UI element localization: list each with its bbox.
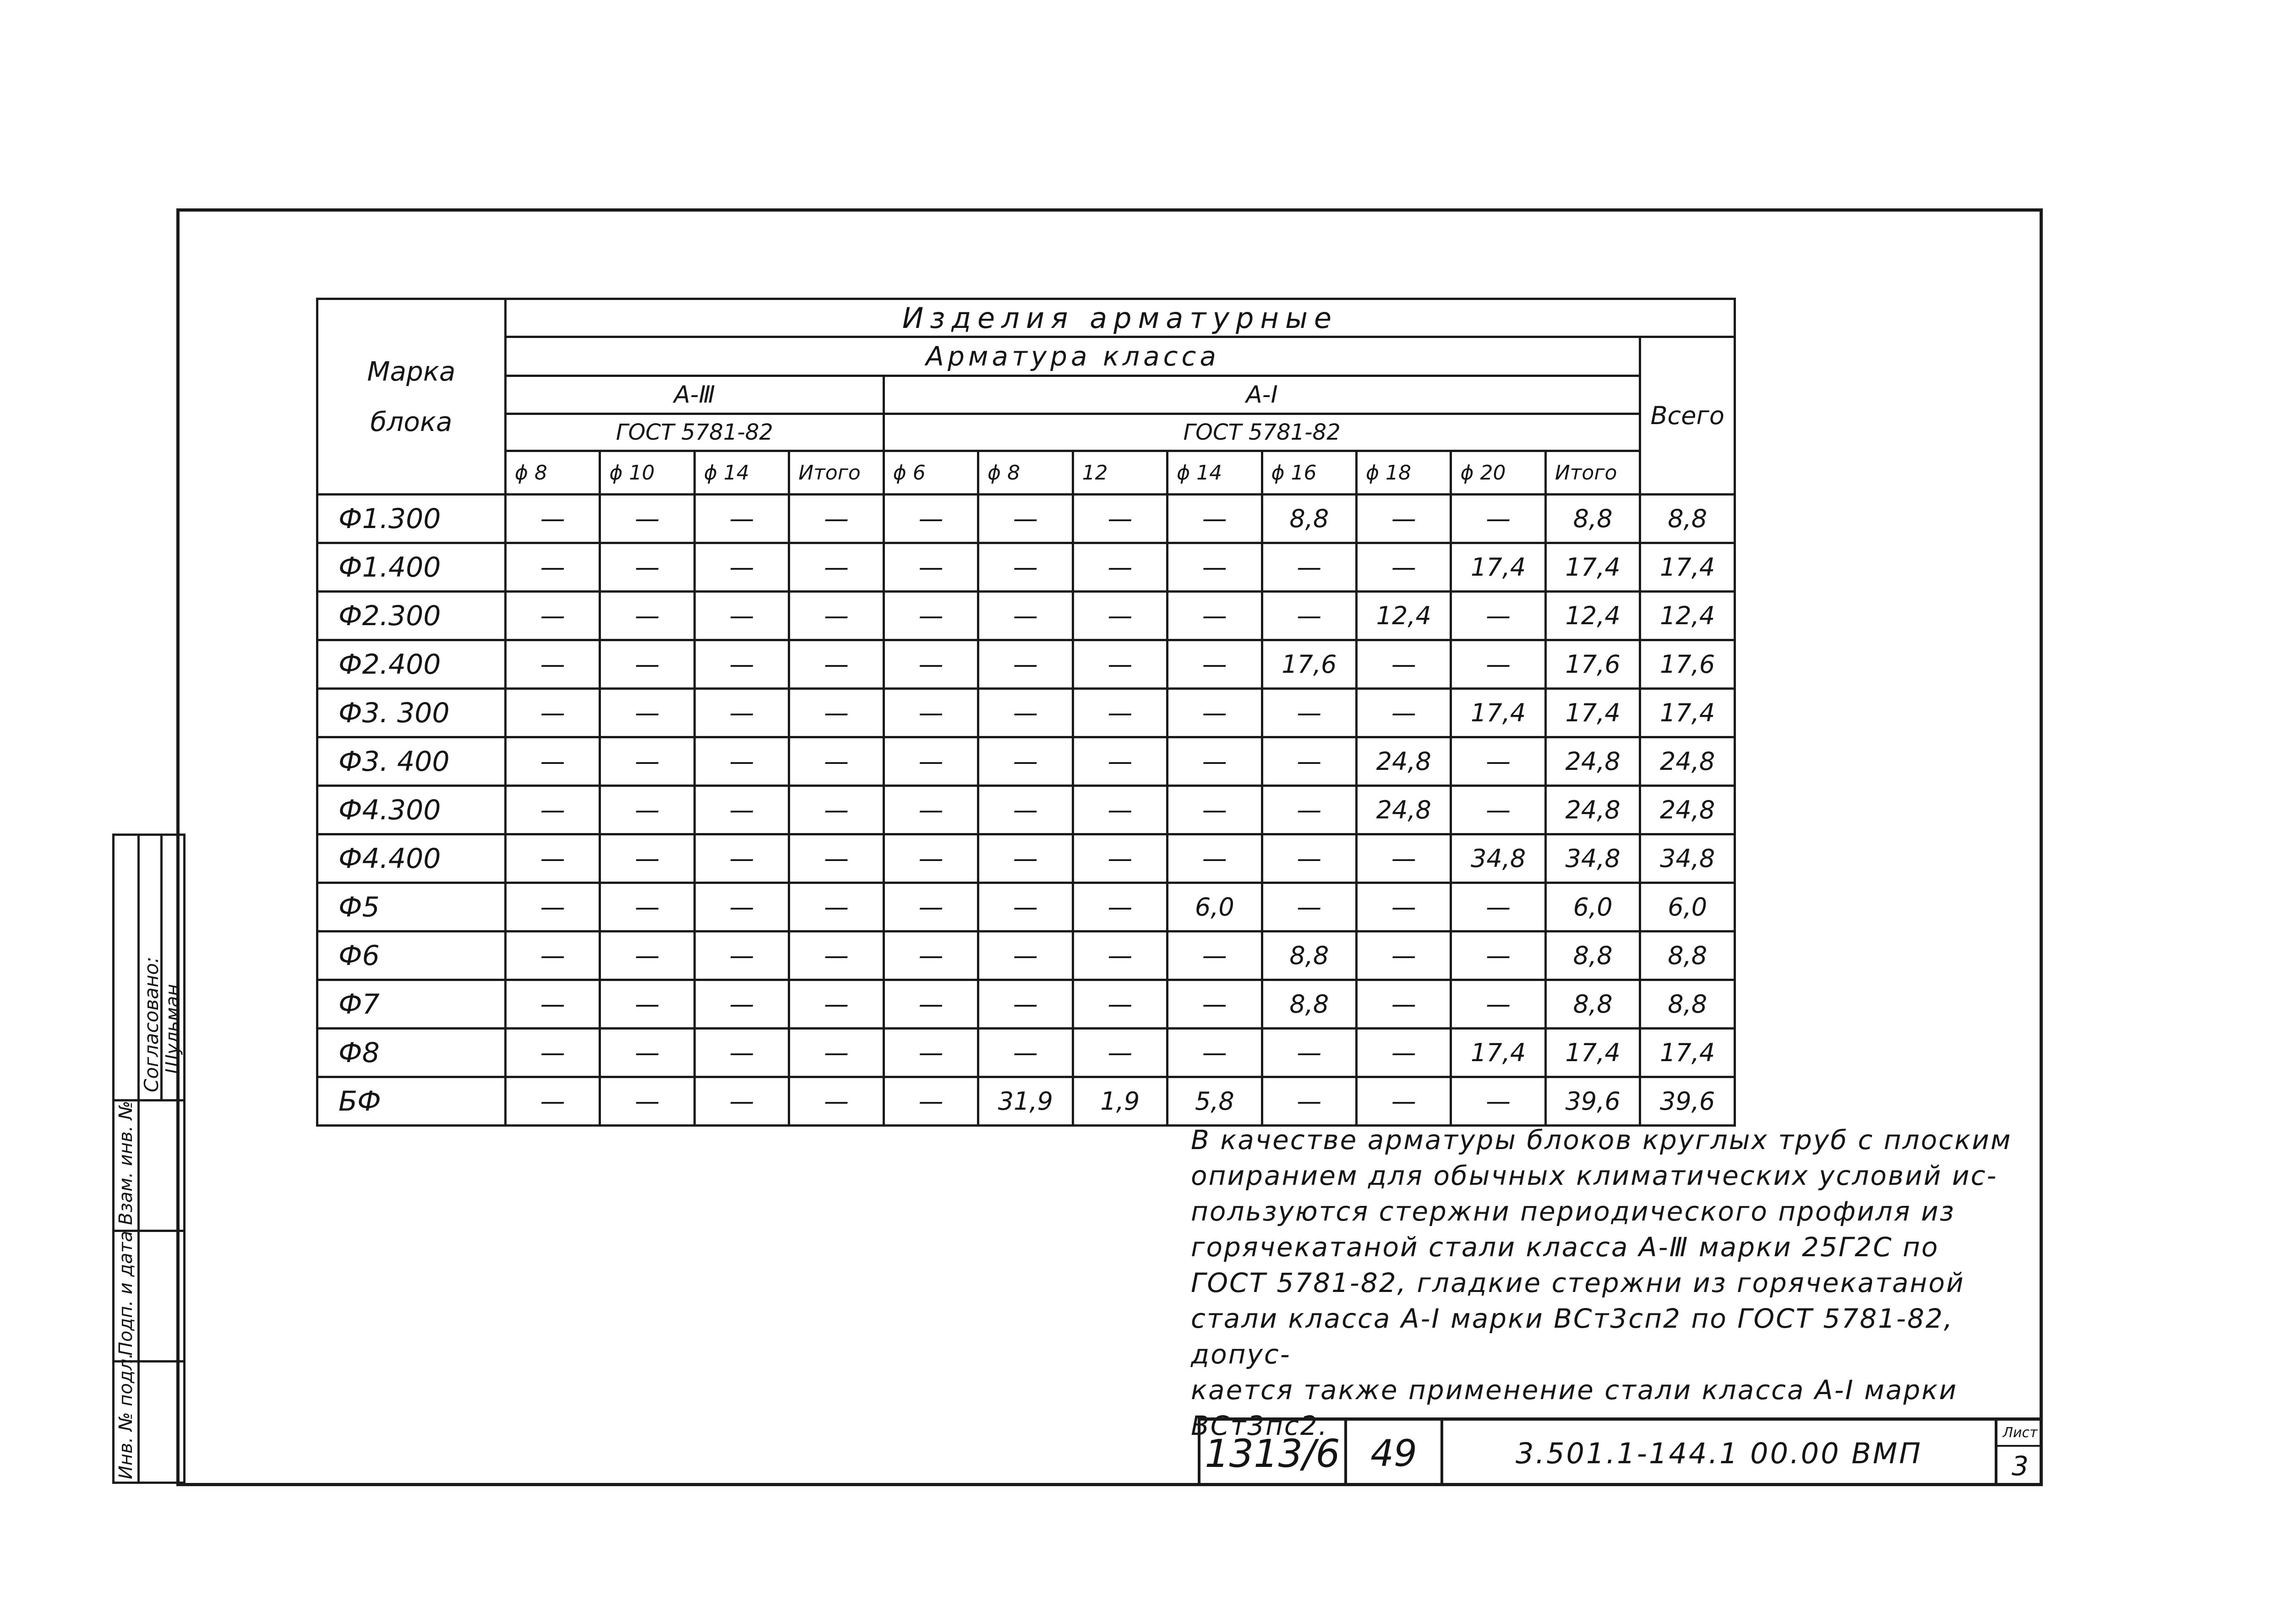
diameter-header: ϕ 18 — [1356, 451, 1451, 495]
table-cell: — — [1073, 640, 1167, 689]
table-cell: — — [1073, 689, 1167, 737]
header-row-groups — [317, 376, 1735, 414]
table-cell: — — [1168, 592, 1262, 640]
table-cell: — — [978, 883, 1073, 932]
block-mark: Ф1.400 — [317, 543, 506, 592]
stamp-field-box — [115, 1101, 183, 1232]
sheet-label: Лист — [1997, 1421, 2043, 1447]
table-cell: — — [694, 689, 789, 737]
table-row — [317, 980, 1735, 1029]
table-row — [317, 737, 1735, 786]
stamp-field: Инв. № подл. — [115, 1353, 136, 1479]
table-cell: — — [1168, 980, 1262, 1029]
table-cell: 17,4 — [1451, 543, 1545, 592]
mark-header-line1: Марка — [367, 356, 456, 387]
table-cell: — — [978, 1029, 1073, 1077]
note-line: ВСт3пс2. — [1191, 1410, 1329, 1441]
table-cell: 39,6 — [1545, 1077, 1640, 1126]
table-cell: — — [884, 1077, 978, 1126]
table-cell: — — [1356, 883, 1451, 932]
table-row — [317, 1077, 1735, 1126]
table-cell: — — [884, 980, 978, 1029]
row-total: 24,8 — [1640, 786, 1735, 834]
note-line: пользуются стержни периодического профиля из — [1191, 1196, 1955, 1227]
block-mark: Ф6 — [317, 932, 506, 980]
table-cell: 8,8 — [1545, 932, 1640, 980]
table-cell: 12,4 — [1356, 592, 1451, 640]
table-cell: — — [884, 834, 978, 883]
table-cell: — — [978, 932, 1073, 980]
table-cell: — — [1356, 689, 1451, 737]
table-cell: — — [1262, 1029, 1356, 1077]
table-cell: — — [884, 495, 978, 543]
row-total: 12,4 — [1640, 592, 1735, 640]
table-cell: — — [884, 689, 978, 737]
diameter-header: ϕ 10 — [600, 451, 694, 495]
table-cell: — — [600, 543, 694, 592]
table-cell: — — [789, 786, 884, 834]
table-cell: — — [789, 543, 884, 592]
table-cell: 17,6 — [1262, 640, 1356, 689]
table-cell: — — [694, 980, 789, 1029]
table-cell: — — [1356, 1077, 1451, 1126]
diameter-header: ϕ 8 — [505, 451, 600, 495]
table-cell: — — [1073, 980, 1167, 1029]
mark-header-line2: блока — [370, 406, 453, 437]
table-cell: — — [789, 1029, 884, 1077]
table-cell: — — [978, 980, 1073, 1029]
table-cell: — — [600, 1077, 694, 1126]
table-cell: — — [978, 640, 1073, 689]
diameter-header: ϕ 20 — [1451, 451, 1545, 495]
table-cell: 5,8 — [1168, 1077, 1262, 1126]
table-cell: — — [694, 1077, 789, 1126]
table-row — [317, 592, 1735, 640]
diameter-header: ϕ 6 — [884, 451, 978, 495]
table-cell: — — [600, 592, 694, 640]
stamp-field: Взам. инв. № — [115, 1101, 136, 1225]
sheet-box — [1995, 1421, 2043, 1486]
table-cell: — — [694, 786, 789, 834]
table-cell: 24,8 — [1356, 737, 1451, 786]
table-cell: — — [978, 592, 1073, 640]
row-total: 17,4 — [1640, 1029, 1735, 1077]
block-mark: Ф2.400 — [317, 640, 506, 689]
table-cell: — — [1262, 689, 1356, 737]
table-cell: — — [1262, 883, 1356, 932]
reinforcement-table — [316, 298, 1736, 1127]
table-cell: — — [600, 737, 694, 786]
table-body — [317, 299, 1735, 1126]
table-cell: — — [978, 834, 1073, 883]
table-cell: 6,0 — [1168, 883, 1262, 932]
stamp-agreed: Согласовано: — [140, 956, 163, 1092]
table-cell: 34,8 — [1451, 834, 1545, 883]
table-cell: — — [1356, 980, 1451, 1029]
table-cell: — — [600, 1029, 694, 1077]
diameter-header: Итого — [1545, 451, 1640, 495]
class-header: Арматура класса — [505, 337, 1640, 376]
table-cell: — — [1073, 932, 1167, 980]
group-class-a1: А-Ⅰ — [884, 376, 1640, 414]
table-cell: — — [789, 1077, 884, 1126]
note-line: кается также применение стали класса А-Ⅰ марки — [1191, 1374, 1958, 1406]
table-cell: — — [978, 543, 1073, 592]
table-cell: — — [1262, 786, 1356, 834]
table-cell: — — [1356, 1029, 1451, 1077]
diameter-header: 12 — [1073, 451, 1167, 495]
block-mark: Ф3. 300 — [317, 689, 506, 737]
table-cell: — — [884, 543, 978, 592]
table-row — [317, 932, 1735, 980]
row-total: 8,8 — [1640, 932, 1735, 980]
stamp-divider — [137, 836, 140, 1099]
group-standard-a1: ГОСТ 5781-82 — [884, 414, 1640, 451]
table-cell: — — [1356, 640, 1451, 689]
side-stamp — [112, 834, 185, 1484]
header-row-title — [317, 299, 1735, 337]
row-total: 34,8 — [1640, 834, 1735, 883]
table-cell: — — [884, 932, 978, 980]
table-row — [317, 543, 1735, 592]
block-mark: Ф4.400 — [317, 834, 506, 883]
table-cell: — — [1168, 834, 1262, 883]
document-designation: 3.501.1-144.1 00.00 ВМП — [1440, 1421, 1995, 1486]
row-total: 6,0 — [1640, 883, 1735, 932]
table-cell: 1,9 — [1073, 1077, 1167, 1126]
row-total: 8,8 — [1640, 495, 1735, 543]
table-cell: — — [1451, 980, 1545, 1029]
table-cell: — — [505, 883, 600, 932]
block-mark: Ф5 — [317, 883, 506, 932]
table-cell: — — [1451, 883, 1545, 932]
table-cell: 8,8 — [1545, 495, 1640, 543]
table-cell: — — [1451, 495, 1545, 543]
table-cell: — — [789, 495, 884, 543]
table-cell: — — [694, 543, 789, 592]
note-line: стали класса А-Ⅰ марки ВСт3сп2 по ГОСТ 5781-82, допус- — [1191, 1303, 1954, 1370]
stamp-divider — [137, 1101, 140, 1482]
table-cell: — — [505, 737, 600, 786]
table-cell: — — [694, 932, 789, 980]
table-cell: — — [1168, 737, 1262, 786]
table-cell: — — [789, 592, 884, 640]
sheet-number: 3 — [2012, 1450, 2029, 1482]
table-cell: 8,8 — [1262, 980, 1356, 1029]
table-cell: — — [978, 786, 1073, 834]
table-cell: — — [505, 640, 600, 689]
mark-header — [317, 299, 506, 495]
table-row — [317, 689, 1735, 737]
header-row-class — [317, 337, 1735, 376]
table-cell: — — [600, 495, 694, 543]
title-block — [1198, 1417, 2043, 1486]
table-cell: — — [1262, 592, 1356, 640]
table-cell: 17,6 — [1545, 640, 1640, 689]
table-cell: — — [1356, 834, 1451, 883]
explanatory-note — [1191, 1122, 2024, 1444]
table-cell: — — [505, 543, 600, 592]
row-total: 39,6 — [1640, 1077, 1735, 1126]
table-cell: — — [505, 689, 600, 737]
table-cell: — — [1168, 932, 1262, 980]
table-cell: — — [1451, 592, 1545, 640]
table-cell: — — [978, 737, 1073, 786]
table-title: Изделия арматурные — [505, 299, 1735, 337]
table-cell: — — [884, 786, 978, 834]
table-row — [317, 883, 1735, 932]
block-mark: Ф3. 400 — [317, 737, 506, 786]
table-cell: — — [1073, 543, 1167, 592]
table-cell: — — [789, 932, 884, 980]
table-cell: — — [789, 689, 884, 737]
table-cell: 8,8 — [1262, 932, 1356, 980]
table-cell: 8,8 — [1545, 980, 1640, 1029]
row-total: 17,4 — [1640, 689, 1735, 737]
table-cell: — — [1073, 1029, 1167, 1077]
table-cell: — — [1451, 640, 1545, 689]
table-cell: 34,8 — [1545, 834, 1640, 883]
table-row — [317, 1029, 1735, 1077]
block-mark: Ф2.300 — [317, 592, 506, 640]
table-row — [317, 786, 1735, 834]
table-cell: — — [600, 980, 694, 1029]
table-cell: 17,4 — [1545, 1029, 1640, 1077]
table-cell: 24,8 — [1356, 786, 1451, 834]
diameter-header: ϕ 14 — [1168, 451, 1262, 495]
table-cell: — — [789, 980, 884, 1029]
table-cell: — — [600, 932, 694, 980]
table-cell: — — [694, 592, 789, 640]
table-cell: 31,9 — [978, 1077, 1073, 1126]
table-cell: — — [1262, 737, 1356, 786]
table-cell: — — [1451, 737, 1545, 786]
table-cell: — — [505, 1077, 600, 1126]
table-cell: — — [505, 592, 600, 640]
table-cell: 6,0 — [1545, 883, 1640, 932]
table-cell: — — [884, 737, 978, 786]
stamp-agreed-box — [115, 836, 183, 1101]
total-header: Всего — [1640, 337, 1735, 495]
table-cell: 17,4 — [1545, 689, 1640, 737]
table-cell: — — [1451, 932, 1545, 980]
table-cell: — — [694, 834, 789, 883]
table-cell: — — [1073, 592, 1167, 640]
note-line: опиранием для обычных климатических условий ис- — [1191, 1160, 1998, 1191]
block-mark: Ф8 — [317, 1029, 506, 1077]
row-total: 17,4 — [1640, 543, 1735, 592]
table-cell: — — [1451, 786, 1545, 834]
block-mark: Ф4.300 — [317, 786, 506, 834]
table-cell: — — [1073, 495, 1167, 543]
table-cell: — — [1451, 1077, 1545, 1126]
table-cell: — — [1073, 834, 1167, 883]
table-cell: — — [1262, 1077, 1356, 1126]
table-cell: 12,4 — [1545, 592, 1640, 640]
note-line: горячекатаной стали класса А-Ⅲ марки 25Г2С по — [1191, 1232, 1939, 1263]
table-cell: — — [505, 932, 600, 980]
table-cell: — — [789, 737, 884, 786]
stamp-field-box — [115, 1232, 183, 1362]
table-row — [317, 640, 1735, 689]
table-cell: — — [1356, 495, 1451, 543]
inventory-number: 1313/6 — [1198, 1421, 1344, 1486]
table-cell: — — [978, 689, 1073, 737]
table-cell: — — [505, 1029, 600, 1077]
table-cell: 24,8 — [1545, 786, 1640, 834]
table-cell: 17,4 — [1545, 543, 1640, 592]
table-cell: — — [505, 980, 600, 1029]
table-cell: — — [600, 834, 694, 883]
table-cell: — — [789, 834, 884, 883]
table-cell: — — [694, 1029, 789, 1077]
diameter-header: ϕ 16 — [1262, 451, 1356, 495]
block-mark: Ф1.300 — [317, 495, 506, 543]
stamp-agreed-by: Шульман — [162, 984, 183, 1074]
table-cell: — — [1073, 786, 1167, 834]
group-class-a3: А-Ⅲ — [505, 376, 884, 414]
diameter-header: Итого — [789, 451, 884, 495]
table-cell: — — [600, 786, 694, 834]
table-row — [317, 495, 1735, 543]
table-cell: — — [1168, 495, 1262, 543]
table-cell: 8,8 — [1262, 495, 1356, 543]
table-cell: 24,8 — [1545, 737, 1640, 786]
table-cell: — — [1168, 640, 1262, 689]
block-mark: Ф7 — [317, 980, 506, 1029]
block-mark: БФ — [317, 1077, 506, 1126]
table-cell: — — [1262, 543, 1356, 592]
table-cell: — — [694, 737, 789, 786]
table-cell: — — [789, 883, 884, 932]
table-cell: — — [694, 640, 789, 689]
row-total: 17,6 — [1640, 640, 1735, 689]
table-cell: — — [1073, 737, 1167, 786]
diameter-header: ϕ 8 — [978, 451, 1073, 495]
table-cell: — — [884, 1029, 978, 1077]
table-cell: — — [789, 640, 884, 689]
table-cell: — — [1168, 1029, 1262, 1077]
table-cell: — — [1073, 883, 1167, 932]
table-cell: — — [505, 834, 600, 883]
table-cell: — — [1168, 543, 1262, 592]
table-row — [317, 834, 1735, 883]
table-cell: — — [694, 495, 789, 543]
header-row-diameters — [317, 451, 1735, 495]
note-line: ГОСТ 5781-82, гладкие стержни из горячекатаной — [1191, 1267, 1965, 1298]
table-cell: — — [1356, 543, 1451, 592]
stamp-field-box — [115, 1353, 183, 1482]
table-cell: — — [600, 883, 694, 932]
table-cell: — — [694, 883, 789, 932]
table-cell: — — [505, 786, 600, 834]
table-cell: — — [884, 883, 978, 932]
row-total: 24,8 — [1640, 737, 1735, 786]
table-cell: — — [1356, 932, 1451, 980]
table-cell: — — [600, 689, 694, 737]
stamp-field: Подп. и дата — [115, 1231, 136, 1356]
table-cell: — — [1168, 689, 1262, 737]
diameter-header: ϕ 14 — [694, 451, 789, 495]
table-cell: — — [1262, 834, 1356, 883]
table-cell: 17,4 — [1451, 689, 1545, 737]
table-cell: — — [978, 495, 1073, 543]
table-cell: — — [884, 592, 978, 640]
table-cell: 17,4 — [1451, 1029, 1545, 1077]
page-number: 49 — [1344, 1421, 1440, 1486]
header-row-standards — [317, 414, 1735, 451]
group-standard-a3: ГОСТ 5781-82 — [505, 414, 884, 451]
table-cell: — — [1168, 786, 1262, 834]
table-cell: — — [505, 495, 600, 543]
table-cell: — — [884, 640, 978, 689]
row-total: 8,8 — [1640, 980, 1735, 1029]
table-cell: — — [600, 640, 694, 689]
note-line: В качестве арматуры блоков круглых труб с плоским — [1191, 1124, 2012, 1155]
